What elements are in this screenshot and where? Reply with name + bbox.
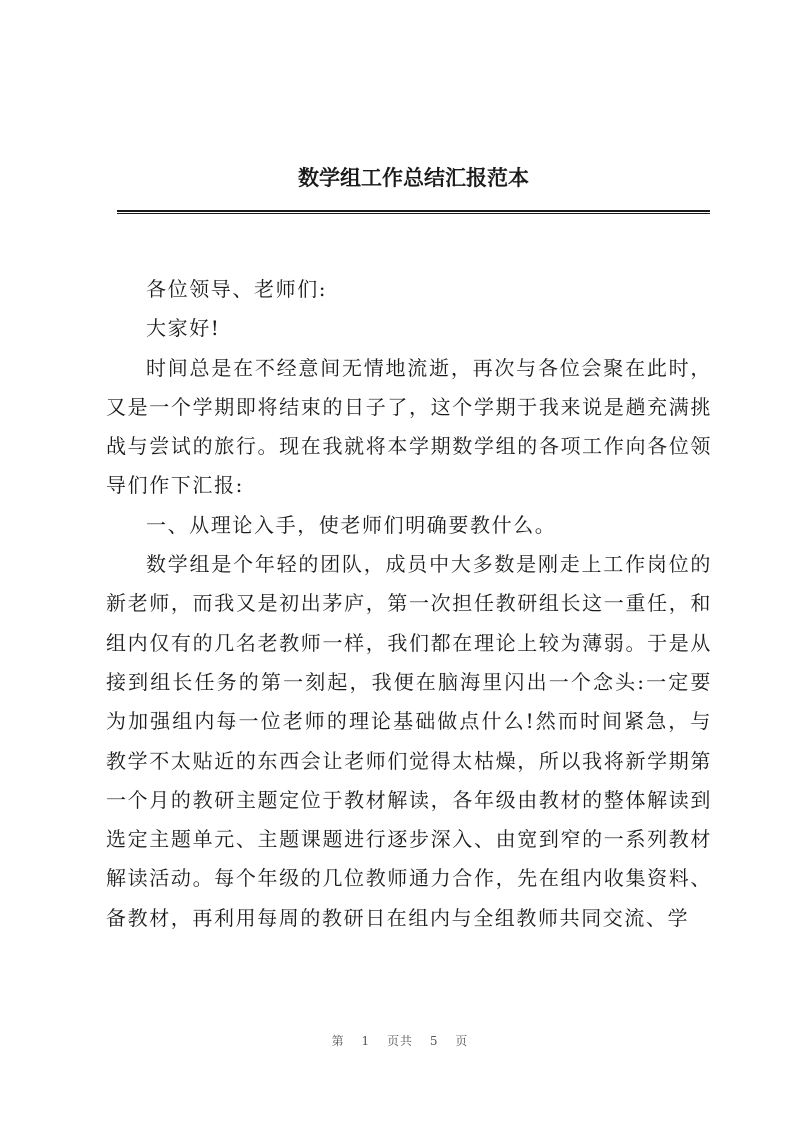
document-title: 数学组工作总结汇报范本 [298, 166, 529, 190]
footer-suffix: 页 [455, 1034, 469, 1048]
section-heading: 一、从理论入手，使老师们明确要教什么。 [146, 512, 557, 537]
footer-page-number: 1 [361, 1034, 371, 1048]
footer-middle: 页共 [386, 1034, 413, 1048]
body-paragraph: 时间总是在不经意间无情地流逝，再次与各位会聚在此时，又是一个学期即将结束的日子了，这个学期于我来说是趟充满挑战与尝试的旅行。现在我就将本学期数学组的各项工作向各位领导们作下汇报: [106, 355, 712, 498]
footer-prefix: 第 [331, 1034, 345, 1048]
greeting: 大家好! [146, 316, 221, 341]
title-divider [117, 210, 710, 214]
page-footer [0, 1032, 800, 1049]
salutation: 各位领导、老师们: [146, 277, 328, 301]
document-body [106, 270, 712, 938]
footer-total-pages: 5 [429, 1034, 439, 1048]
body-paragraph: 数学组是个年轻的团队，成员中大多数是刚走上工作岗位的新老师，而我又是初出茅庐，第一次担任教研组长这一重任，和组内仅有的几名老教师一样，我们都在理论上较为薄弱。于是从接到组长任务的第一刻起，我便在脑海里闪出一个念头:一定要为加强组内每一位老师的理论基础做点什么!然而时间紧急，与教学不太贴近的东西会让老师们觉得太枯燥，所以我将新学期第一个月的教研主题定位于教材解读，各年级由教材的整体解读到选定主题单元、主题课题进行逐步深入、由宽到窄的一系列教材解读活动。每个年级的几位教师通力合作，先在组内收集资料、备教材，再利用每周的教研日在组内与全组教师共同交流、学 [106, 552, 712, 930]
